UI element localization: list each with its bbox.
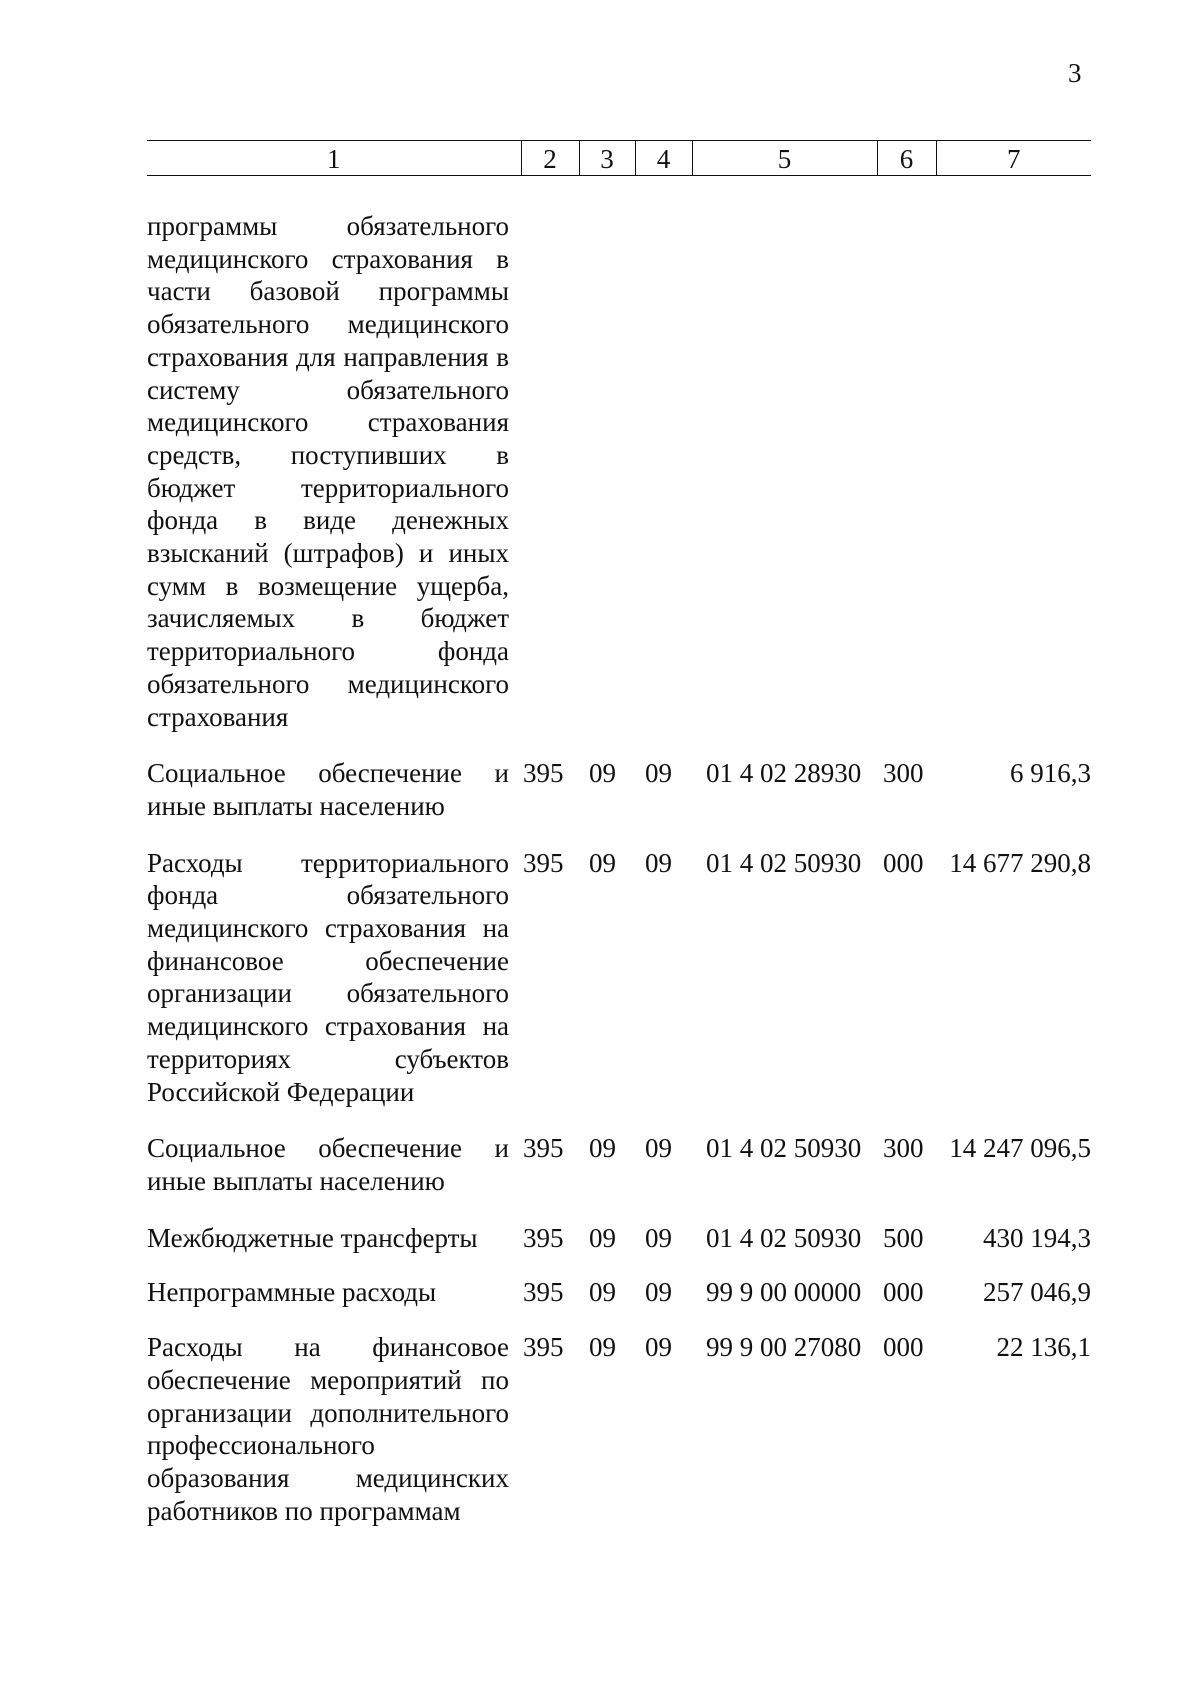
table-header — [147, 141, 1091, 176]
row-code-4: 09 — [645, 758, 672, 789]
column-header-5: 5 — [692, 141, 877, 176]
table-body — [147, 176, 1091, 1552]
column-header-3: 3 — [579, 141, 635, 176]
row-code-3: 09 — [589, 1277, 616, 1308]
row-code-4: 09 — [645, 1277, 672, 1308]
row-amount: 14 247 096,5 — [949, 1133, 1091, 1164]
row-code-3: 09 — [589, 1332, 616, 1363]
row-code-2: 395 — [523, 758, 564, 789]
row-name: Социальное обеспечение и иные выплаты населению — [147, 1133, 509, 1196]
row-code-6: 300 — [883, 758, 924, 789]
budget-table — [147, 140, 1091, 1551]
row-code-2: 395 — [523, 1222, 564, 1253]
row-code-3: 09 — [589, 758, 616, 789]
header-row — [147, 141, 1091, 176]
row-code-2: 395 — [523, 1332, 564, 1363]
row-code-3: 09 — [589, 847, 616, 878]
row-code-5: 01 4 02 28930 — [706, 758, 862, 789]
row-name: Непрограммные расходы — [147, 1277, 437, 1308]
column-header-7: 7 — [936, 141, 1091, 176]
row-code-2: 395 — [523, 1277, 564, 1308]
row-code-6: 300 — [883, 1133, 924, 1164]
row-name: Расходы территориального фонда обязательного медицинского страхования на финансовое обеспечение организации обязательного медицинского страхования на территориях субъектов Российской Федерации — [147, 847, 509, 1107]
table-row — [147, 1331, 1091, 1551]
row-code-4: 09 — [645, 1133, 672, 1164]
row-code-4: 09 — [645, 1332, 672, 1363]
row-code-6: 000 — [883, 1277, 924, 1308]
row-code-4: 09 — [645, 1222, 672, 1253]
row-code-5: 01 4 02 50930 — [706, 1133, 862, 1164]
row-amount: 22 136,1 — [996, 1332, 1091, 1363]
column-header-1: 1 — [147, 141, 521, 176]
row-amount: 14 677 290,8 — [949, 847, 1091, 878]
table-row — [147, 1222, 1091, 1277]
table-row — [147, 757, 1091, 846]
row-name: Межбюджетные трансферты — [147, 1222, 478, 1253]
table-row — [147, 1276, 1091, 1331]
table-row — [147, 847, 1091, 1133]
column-header-2: 2 — [521, 141, 579, 176]
row-code-3: 09 — [589, 1222, 616, 1253]
row-code-6: 000 — [883, 847, 924, 878]
row-amount: 257 046,9 — [983, 1277, 1091, 1308]
row-code-6: 500 — [883, 1222, 924, 1253]
column-header-4: 4 — [635, 141, 692, 176]
row-code-5: 99 9 00 27080 — [706, 1332, 862, 1363]
table-row — [147, 1132, 1091, 1221]
column-header-6: 6 — [877, 141, 936, 176]
row-name: Социальное обеспечение и иные выплаты населению — [147, 758, 509, 821]
row-code-5 — [692, 176, 877, 758]
row-code-4: 09 — [645, 847, 672, 878]
row-code-5: 01 4 02 50930 — [706, 1222, 862, 1253]
table-row — [147, 176, 1091, 758]
row-code-3: 09 — [589, 1133, 616, 1164]
row-amount — [936, 176, 1091, 758]
row-amount: 6 916,3 — [1010, 758, 1091, 789]
row-code-5: 99 9 00 00000 — [706, 1277, 862, 1308]
row-name: Расходы на финансовое обеспечение мероприятий по организации дополнительного профессионального образования медицинских работников по программам — [147, 1332, 509, 1526]
row-code-4 — [635, 176, 692, 758]
row-code-2 — [521, 176, 579, 758]
row-code-6 — [877, 176, 936, 758]
row-code-3 — [579, 176, 635, 758]
row-code-6: 000 — [883, 1332, 924, 1363]
row-name: программы обязательного медицинского страхования в части базовой программы обязательного медицинского страхования для направления в систему обязательного медицинского страхования средств, поступивших в бюджет территориального фонда в виде денежных взысканий (штрафов) и иных сумм в возмещение ущерба, зачисляемых в бюджет территориального фонда обязательного медицинского страхования — [147, 211, 509, 732]
row-code-2: 395 — [523, 1133, 564, 1164]
row-code-2: 395 — [523, 847, 564, 878]
row-code-5: 01 4 02 50930 — [706, 847, 862, 878]
page-number: 3 — [1068, 58, 1082, 88]
row-amount: 430 194,3 — [983, 1222, 1091, 1253]
